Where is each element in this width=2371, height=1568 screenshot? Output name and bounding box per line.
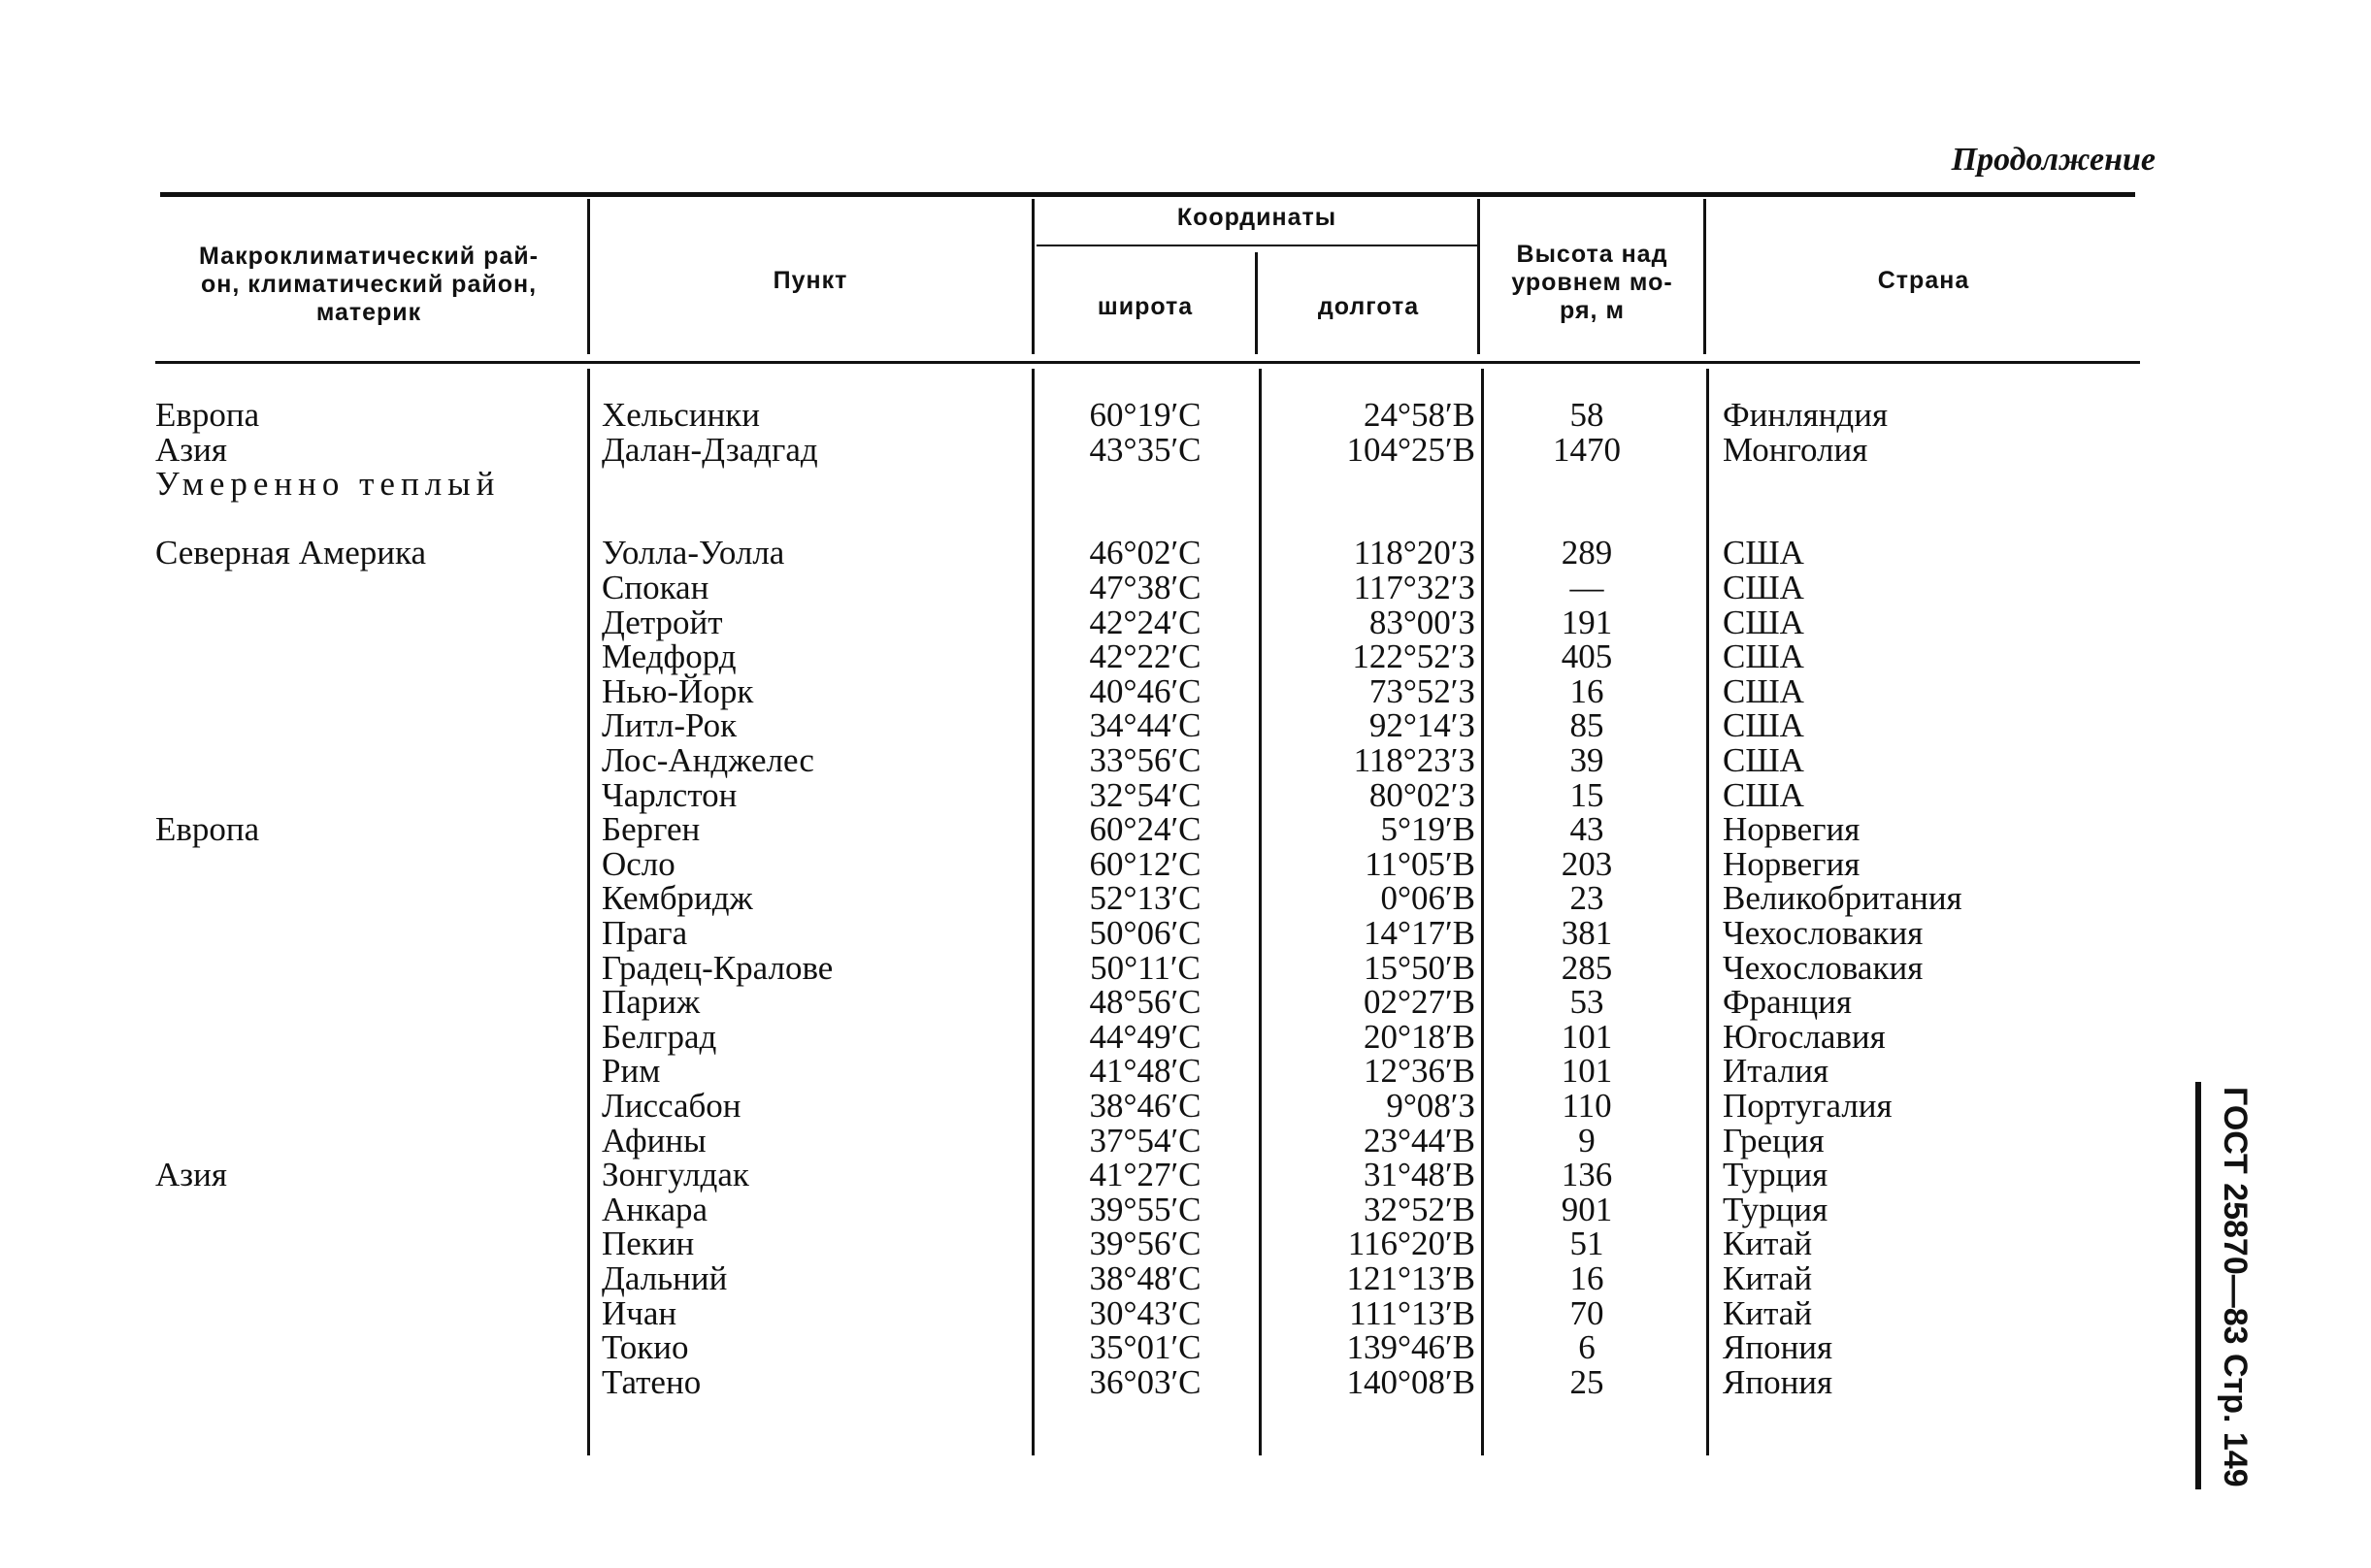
- point-cell: Дальний: [602, 1259, 728, 1297]
- region-cell: Северная Америка: [155, 534, 426, 572]
- lat-cell: 47°38′С: [1089, 569, 1202, 606]
- table-row: [0, 1330, 2371, 1365]
- country-cell: США: [1723, 637, 1804, 676]
- region-cell: Азия: [155, 1156, 227, 1194]
- lat-cell: 38°48′С: [1089, 1259, 1202, 1297]
- alt-cell: 101: [1561, 1052, 1613, 1091]
- lon-cell: 9°08′З: [1386, 1087, 1475, 1125]
- country-cell: Великобритания: [1723, 879, 1962, 918]
- region-cell: Европа: [155, 810, 260, 849]
- alt-cell: 39: [1569, 741, 1604, 779]
- table-row: [0, 671, 2371, 710]
- country-cell: Норвегия: [1723, 844, 1861, 883]
- table-row: [0, 812, 2371, 847]
- alt-cell: 16: [1569, 1259, 1604, 1297]
- continuation-label: Продолжение: [1951, 142, 2156, 178]
- table-row: [0, 1054, 2371, 1089]
- point-cell: Детройт: [602, 603, 723, 641]
- alt-cell: 203: [1561, 844, 1613, 883]
- lon-cell: 20°18′В: [1364, 1017, 1475, 1056]
- lon-cell: 24°58′В: [1364, 396, 1475, 434]
- table-row: [0, 1017, 2371, 1056]
- table-row: [0, 502, 2371, 537]
- top-rule: [160, 192, 2135, 197]
- header-alt: Высота над уровнем мо- ря, м: [1511, 241, 1673, 324]
- lat-cell: 40°46′С: [1089, 671, 1202, 710]
- lon-cell: 122°52′З: [1352, 637, 1475, 676]
- country-cell: США: [1723, 534, 1804, 572]
- table-row: [0, 948, 2371, 987]
- alt-cell: 289: [1561, 534, 1613, 572]
- lon-cell: 83°00′З: [1368, 603, 1475, 641]
- alt-cell: 23: [1569, 879, 1604, 918]
- point-cell: Градец-Кралове: [602, 948, 834, 987]
- lon-cell: 0°06′В: [1380, 879, 1475, 918]
- lon-cell: 118°23′З: [1353, 741, 1475, 779]
- table-row: [0, 708, 2371, 743]
- alt-cell: 381: [1561, 914, 1613, 952]
- table-row: [0, 398, 2371, 433]
- country-cell: США: [1723, 741, 1804, 779]
- alt-cell: 43: [1569, 810, 1604, 849]
- point-cell: Анкара: [602, 1190, 708, 1228]
- lat-cell: 60°24′С: [1089, 810, 1202, 849]
- country-cell: Китай: [1723, 1293, 1813, 1332]
- country-cell: Финляндия: [1723, 396, 1889, 434]
- country-cell: США: [1723, 603, 1804, 641]
- point-cell: Татено: [602, 1362, 702, 1401]
- point-cell: Пекин: [602, 1225, 695, 1263]
- point-cell: Спокан: [602, 569, 709, 606]
- table-row: [0, 881, 2371, 916]
- table-row: [0, 1261, 2371, 1296]
- lon-cell: 14°17′В: [1364, 914, 1475, 952]
- alt-cell: 405: [1561, 637, 1613, 676]
- lon-cell: 32°52′В: [1364, 1190, 1475, 1228]
- table-row: [0, 1089, 2371, 1124]
- alt-cell: 285: [1561, 948, 1613, 987]
- point-cell: Уолла-Уолла: [602, 534, 785, 572]
- table-row: [0, 743, 2371, 778]
- header-lon: долгота: [1317, 293, 1420, 320]
- country-cell: Греция: [1723, 1121, 1825, 1160]
- point-cell: Рим: [602, 1052, 661, 1091]
- table-row: [0, 639, 2371, 674]
- lon-cell: 12°36′В: [1364, 1052, 1475, 1091]
- point-cell: Лиссабон: [602, 1087, 741, 1125]
- region-cell: Европа: [155, 396, 260, 434]
- lon-cell: 111°13′В: [1349, 1293, 1475, 1332]
- table-row: [0, 775, 2371, 814]
- point-cell: Литл-Рок: [602, 706, 738, 745]
- point-cell: Прага: [602, 914, 688, 952]
- lon-cell: 5°19′В: [1380, 810, 1475, 849]
- lat-cell: 52°13′С: [1089, 879, 1202, 918]
- table-row: [0, 985, 2371, 1020]
- lon-cell: 80°02′З: [1368, 775, 1475, 814]
- lat-cell: 35°01′С: [1089, 1328, 1202, 1367]
- country-cell: Япония: [1723, 1328, 1833, 1367]
- point-cell: Нью-Йорк: [602, 671, 754, 710]
- lon-cell: 118°20′З: [1353, 534, 1475, 572]
- header-lat: широта: [1097, 293, 1194, 320]
- lat-cell: 42°24′С: [1089, 603, 1202, 641]
- header-bottom-rule: [155, 361, 2140, 364]
- alt-cell: 85: [1569, 706, 1604, 745]
- header-vline-4: [1477, 199, 1480, 354]
- country-cell: Норвегия: [1723, 810, 1861, 849]
- lat-cell: 60°12′С: [1089, 844, 1202, 883]
- country-cell: Италия: [1723, 1052, 1829, 1091]
- alt-cell: 51: [1569, 1225, 1604, 1263]
- country-cell: США: [1723, 569, 1804, 606]
- lat-cell: 34°44′С: [1089, 706, 1202, 745]
- country-cell: Китай: [1723, 1259, 1813, 1297]
- point-cell: Ичан: [602, 1293, 677, 1332]
- alt-cell: —: [1569, 569, 1604, 606]
- alt-cell: 58: [1569, 396, 1604, 434]
- lon-cell: 31°48′В: [1364, 1156, 1475, 1194]
- lat-cell: 44°49′С: [1089, 1017, 1202, 1056]
- lat-cell: 48°56′С: [1089, 983, 1202, 1022]
- header-vline-2: [1032, 199, 1035, 354]
- point-cell: Афины: [602, 1121, 707, 1160]
- table-row: [0, 1192, 2371, 1227]
- header-vline-1: [587, 199, 590, 354]
- lon-cell: 139°46′В: [1346, 1328, 1475, 1367]
- alt-cell: 110: [1562, 1087, 1612, 1125]
- alt-cell: 16: [1569, 671, 1604, 710]
- header-vline-5: [1703, 199, 1706, 354]
- table-row: [0, 916, 2371, 951]
- country-cell: США: [1723, 775, 1804, 814]
- lon-cell: 92°14′З: [1368, 706, 1475, 745]
- region-cell: Азия: [155, 430, 227, 469]
- alt-cell: 191: [1561, 603, 1613, 641]
- point-cell: Париж: [602, 983, 701, 1022]
- lat-cell: 37°54′С: [1089, 1121, 1202, 1160]
- lat-cell: 39°55′С: [1089, 1190, 1202, 1228]
- lat-cell: 36°03′С: [1089, 1362, 1202, 1401]
- lon-cell: 15°50′В: [1364, 948, 1475, 987]
- point-cell: Осло: [602, 844, 675, 883]
- lon-cell: 116°20′В: [1347, 1225, 1475, 1263]
- point-cell: Кембридж: [602, 879, 753, 918]
- alt-cell: 15: [1569, 775, 1604, 814]
- alt-cell: 9: [1578, 1121, 1596, 1160]
- lat-cell: 33°56′С: [1089, 741, 1202, 779]
- point-cell: Берген: [602, 810, 701, 849]
- lat-cell: 43°35′С: [1089, 430, 1202, 469]
- lat-cell: 42°22′С: [1089, 637, 1202, 676]
- lat-cell: 46°02′С: [1089, 534, 1202, 572]
- country-cell: Чехословакия: [1723, 914, 1924, 952]
- alt-cell: 53: [1569, 983, 1604, 1022]
- country-cell: Португалия: [1723, 1087, 1893, 1125]
- alt-cell: 1470: [1553, 430, 1621, 469]
- side-label: ГОСТ 25870—83 Стр. 149: [2217, 1087, 2254, 1487]
- point-cell: Токио: [602, 1328, 689, 1367]
- lat-cell: 38°46′С: [1089, 1087, 1202, 1125]
- alt-cell: 901: [1561, 1190, 1613, 1228]
- lat-cell: 32°54′С: [1089, 775, 1202, 814]
- point-cell: Лос-Анджелес: [602, 741, 814, 779]
- lon-cell: 121°13′В: [1346, 1259, 1475, 1297]
- lon-cell: 23°44′В: [1364, 1121, 1475, 1160]
- alt-cell: 6: [1578, 1328, 1596, 1367]
- lat-cell: 50°06′С: [1089, 914, 1202, 952]
- alt-cell: 136: [1561, 1156, 1613, 1194]
- region-cell: Умеренно теплый: [155, 465, 501, 504]
- point-cell: Хельсинки: [602, 396, 760, 434]
- table-row: [0, 605, 2371, 640]
- side-bar: [2195, 1082, 2201, 1489]
- header-region: Макроклиматический рай- он, климатический район, материк: [199, 243, 539, 326]
- country-cell: Турция: [1723, 1190, 1828, 1228]
- lat-cell: 50°11′С: [1090, 948, 1201, 987]
- table-row: [0, 536, 2371, 571]
- country-cell: Китай: [1723, 1225, 1813, 1263]
- lon-cell: 104°25′В: [1346, 430, 1475, 469]
- table-row: [0, 467, 2371, 502]
- lon-cell: 11°05′В: [1365, 844, 1475, 883]
- header-vline-3: [1255, 252, 1258, 354]
- lon-cell: 73°52′З: [1368, 671, 1475, 710]
- table-row: [0, 1226, 2371, 1261]
- table-row: [0, 1362, 2371, 1401]
- lat-cell: 41°27′С: [1089, 1156, 1202, 1194]
- country-cell: Франция: [1723, 983, 1852, 1022]
- alt-cell: 70: [1569, 1293, 1604, 1332]
- point-cell: Медфорд: [602, 637, 737, 676]
- point-cell: Белград: [602, 1017, 717, 1056]
- header-point: Пункт: [773, 267, 848, 294]
- country-cell: США: [1723, 671, 1804, 710]
- lon-cell: 140°08′В: [1346, 1362, 1475, 1401]
- table-row: [0, 1293, 2371, 1332]
- lat-cell: 60°19′С: [1089, 396, 1202, 434]
- table-row: [0, 844, 2371, 883]
- country-cell: Монголия: [1723, 430, 1868, 469]
- country-cell: Югославия: [1723, 1017, 1886, 1056]
- lat-cell: 30°43′С: [1089, 1293, 1202, 1332]
- header-country: Страна: [1877, 267, 1970, 294]
- table-row: [0, 571, 2371, 605]
- lat-cell: 41°48′С: [1089, 1052, 1202, 1091]
- table-row: [0, 430, 2371, 469]
- alt-cell: 25: [1569, 1362, 1604, 1401]
- lon-cell: 117°32′З: [1353, 569, 1475, 606]
- point-cell: Зонгулдак: [602, 1156, 749, 1194]
- country-cell: Турция: [1723, 1156, 1828, 1194]
- table-row: [0, 1121, 2371, 1160]
- country-cell: Чехословакия: [1723, 948, 1924, 987]
- point-cell: Чарлстон: [602, 775, 738, 814]
- lon-cell: 02°27′В: [1364, 983, 1475, 1022]
- header-coords: Координаты: [1176, 204, 1337, 231]
- coords-divider-rule: [1037, 245, 1478, 246]
- alt-cell: 101: [1561, 1017, 1613, 1056]
- table-row: [0, 1158, 2371, 1192]
- country-cell: США: [1723, 706, 1804, 745]
- country-cell: Япония: [1723, 1362, 1833, 1401]
- point-cell: Далан-Дзадгад: [602, 430, 818, 469]
- lat-cell: 39°56′С: [1089, 1225, 1202, 1263]
